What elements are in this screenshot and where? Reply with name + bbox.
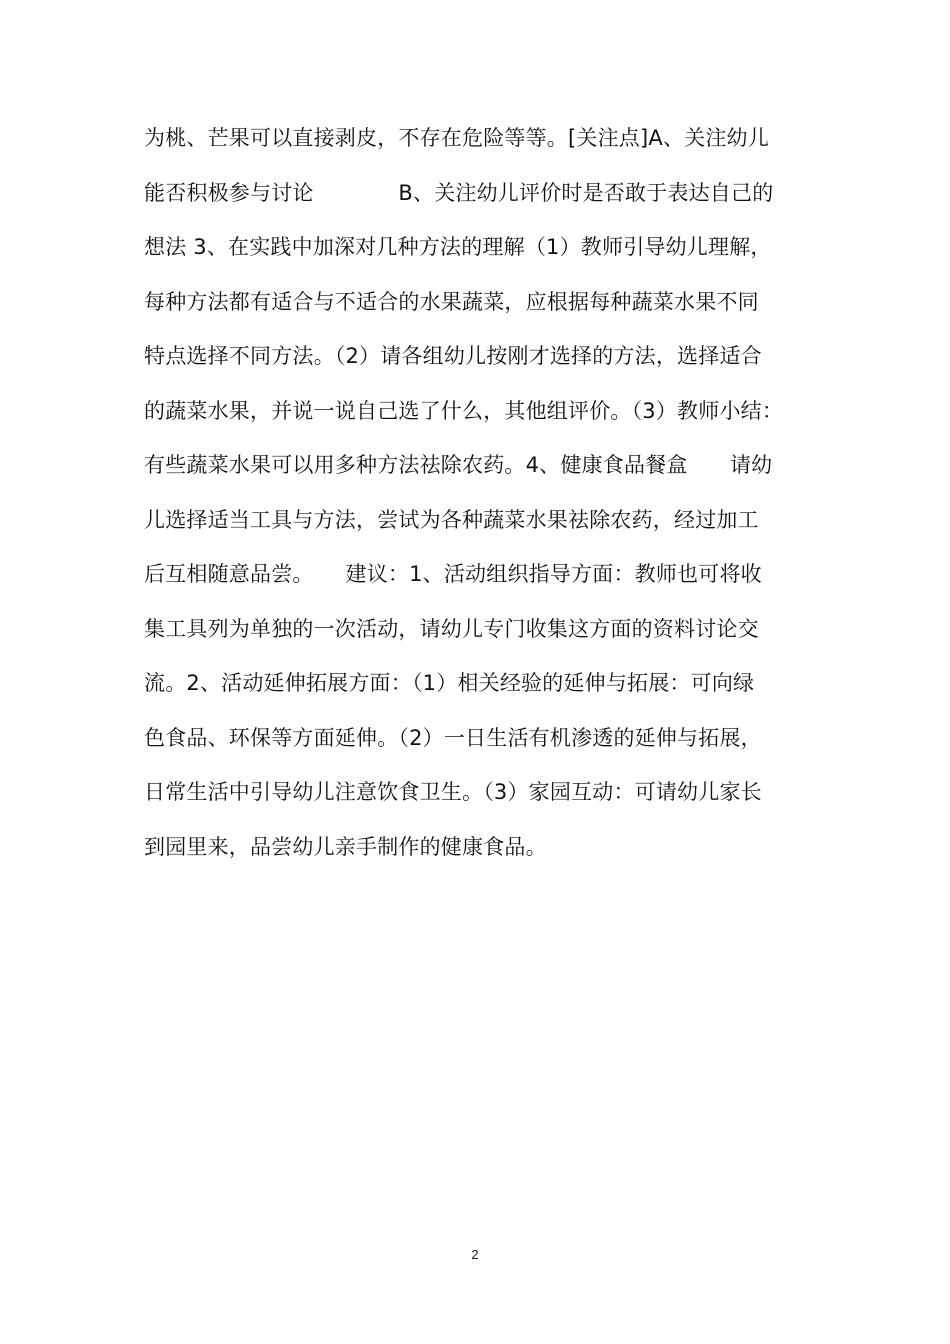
text-line: 能否积极参与讨论 B、关注幼儿评价时是否敢于表达自己的 [144, 180, 774, 205]
text-line: 到园里来，品尝幼儿亲手制作的健康食品。 [144, 834, 547, 859]
text-line: 为桃、芒果可以直接剥皮，不存在危险等等。[关注点]A、关注幼儿 [144, 126, 769, 150]
text-line: 色食品、环保等方面延伸。（2）一日生活有机渗透的延伸与拓展， [144, 725, 762, 750]
text-line: 想法 3、在实践中加深对几种方法的理解（1）教师引导幼儿理解， [144, 235, 772, 259]
page-number: 2 [471, 1247, 479, 1262]
text-line: 流。2、活动延伸拓展方面：（1）相关经验的延伸与拓展：可向绿 [144, 671, 755, 695]
text-line: 集工具列为单独的一次活动，请幼儿专门收集这方面的资料讨论交 [144, 616, 759, 641]
text-line: 的蔬菜水果，并说一说自己选了什么，其他组评价。（3）教师小结： [144, 398, 784, 423]
body-text [144, 118, 824, 881]
text-line: 有些蔬菜水果可以用多种方法祛除农药。4、健康食品餐盒 请幼 [144, 453, 773, 477]
text-line: 后互相随意品尝。 建议：1、活动组织指导方面：教师也可将收 [144, 562, 762, 586]
text-line: 每种方法都有适合与不适合的水果蔬菜，应根据每种蔬菜水果不同 [144, 289, 759, 314]
text-line: 日常生活中引导幼儿注意饮食卫生。（3）家园互动：可请幼儿家长 [144, 780, 762, 804]
text-line: 特点选择不同方法。（2）请各组幼儿按刚才选择的方法，选择适合 [144, 344, 762, 368]
text-line: 儿选择适当工具与方法，尝试为各种蔬菜水果祛除农药，经过加工 [144, 507, 759, 532]
